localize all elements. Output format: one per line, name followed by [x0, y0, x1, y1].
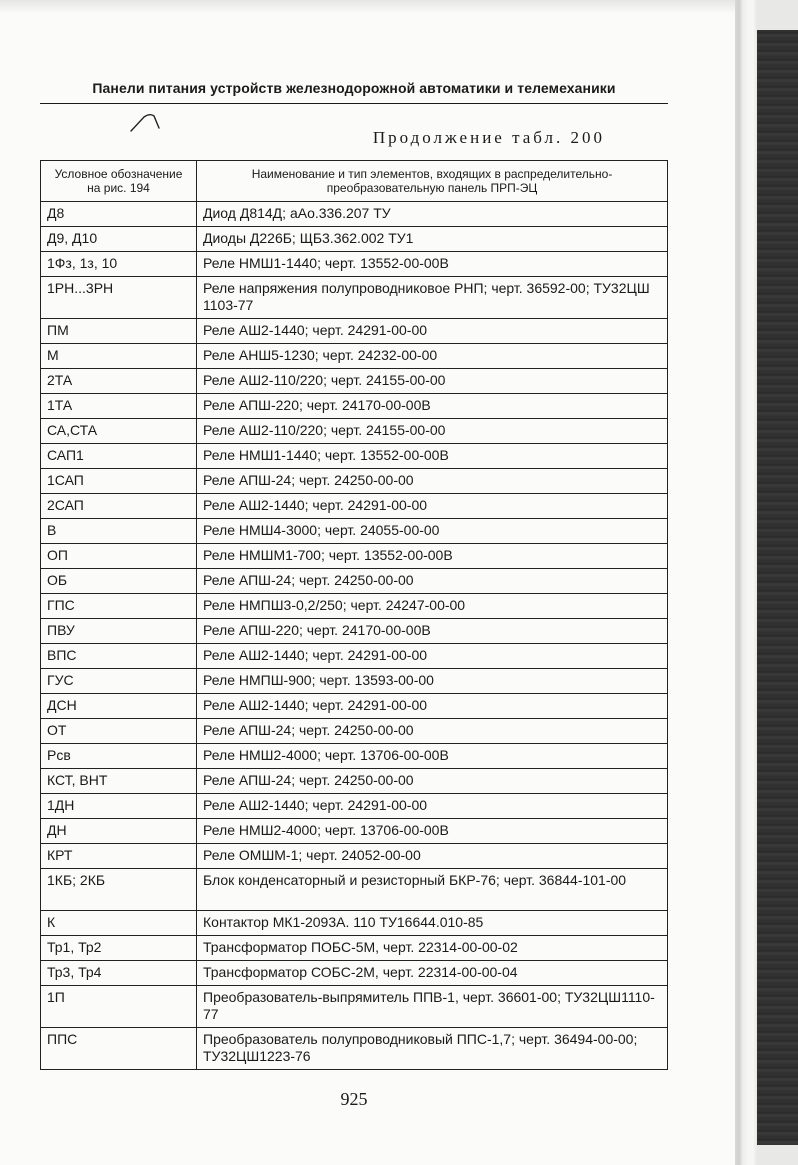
designation-cell: КРТ	[41, 844, 197, 869]
component-description-cell: Реле АПШ-220; черт. 24170-00-00В	[197, 394, 668, 419]
component-description-cell: Реле НМШ4-3000; черт. 24055-00-00	[197, 519, 668, 544]
designation-cell: Рсв	[41, 744, 197, 769]
table-row	[41, 644, 668, 669]
designation-cell: 2САП	[41, 494, 197, 519]
component-description-cell: Реле АШ2-1440; черт. 24291-00-00	[197, 694, 668, 719]
components-table	[40, 160, 668, 1070]
table-row	[41, 1028, 668, 1070]
component-description-cell: Реле АШ2-1440; черт. 24291-00-00	[197, 644, 668, 669]
table-row	[41, 619, 668, 644]
table-row	[41, 544, 668, 569]
designation-cell: Тр1, Тр2	[41, 936, 197, 961]
table-row	[41, 252, 668, 277]
component-description-cell: Реле НМШ1-1440; черт. 13552-00-00В	[197, 252, 668, 277]
designation-cell: ОБ	[41, 569, 197, 594]
table-row	[41, 819, 668, 844]
component-description-cell: Преобразователь-выпрямитель ППВ-1, черт. 36601-00; ТУ32ЦШ1110-77	[197, 986, 668, 1028]
table-row	[41, 869, 668, 911]
component-description-cell: Реле АПШ-24; черт. 24250-00-00	[197, 469, 668, 494]
component-description-cell: Реле АПШ-24; черт. 24250-00-00	[197, 719, 668, 744]
header-rule	[40, 103, 668, 104]
table-row	[41, 794, 668, 819]
table-row	[41, 519, 668, 544]
designation-cell: ГУС	[41, 669, 197, 694]
component-description-cell: Реле АШ2-110/220; черт. 24155-00-00	[197, 419, 668, 444]
designation-cell: ОТ	[41, 719, 197, 744]
table-row	[41, 494, 668, 519]
table-row	[41, 202, 668, 227]
designation-cell: 1КБ; 2КБ	[41, 869, 197, 911]
component-description-cell: Реле АШ2-110/220; черт. 24155-00-00	[197, 369, 668, 394]
component-description-cell: Трансформатор ПОБС-5М, черт. 22314-00-00-02	[197, 936, 668, 961]
component-description-cell: Реле НМШ2-4000; черт. 13706-00-00В	[197, 819, 668, 844]
table-row	[41, 594, 668, 619]
component-description-cell: Диоды Д226Б; ЩБ3.362.002 ТУ1	[197, 227, 668, 252]
table-row	[41, 669, 668, 694]
designation-cell: 1Фз, 1з, 10	[41, 252, 197, 277]
table-row	[41, 911, 668, 936]
table-row	[41, 986, 668, 1028]
table-row	[41, 227, 668, 252]
component-description-cell: Реле НМПШ-900; черт. 13593-00-00	[197, 669, 668, 694]
designation-cell: ДСН	[41, 694, 197, 719]
page-number: 925	[340, 1089, 368, 1109]
table-row	[41, 469, 668, 494]
table-row	[41, 277, 668, 319]
component-description-cell: Контактор МК1-2093А. 110 ТУ16644.010-85	[197, 911, 668, 936]
table-row	[41, 719, 668, 744]
designation-cell: 1РН...3РН	[41, 277, 197, 319]
designation-cell: М	[41, 344, 197, 369]
table-row	[41, 744, 668, 769]
component-description-cell: Реле напряжения полупроводниковое РНП; черт. 36592-00; ТУ32ЦШ 1103-77	[197, 277, 668, 319]
designation-cell: СА,СТА	[41, 419, 197, 444]
table-row	[41, 344, 668, 369]
table-row	[41, 844, 668, 869]
designation-cell: 2ТА	[41, 369, 197, 394]
component-description-cell: Трансформатор СОБС-2М, черт. 22314-00-00-04	[197, 961, 668, 986]
designation-cell: ВПС	[41, 644, 197, 669]
table-row	[41, 319, 668, 344]
column-header-name-type: Наименование и тип элементов, входящих в распределительно-преобразовательную панель ПРП-ЭЦ	[197, 161, 668, 202]
designation-cell: В	[41, 519, 197, 544]
book-spine	[757, 30, 798, 1145]
designation-cell: ППС	[41, 1028, 197, 1070]
designation-cell: ОП	[41, 544, 197, 569]
component-description-cell: Реле АШ2-1440; черт. 24291-00-00	[197, 494, 668, 519]
table-continuation-label: Продолжение табл. 200	[372, 128, 605, 147]
designation-cell: Д9, Д10	[41, 227, 197, 252]
table-row	[41, 369, 668, 394]
designation-cell: К	[41, 911, 197, 936]
component-description-cell: Диод Д814Д; аАо.336.207 ТУ	[197, 202, 668, 227]
component-description-cell: Реле НМШ2-4000; черт. 13706-00-00В	[197, 744, 668, 769]
table-row	[41, 694, 668, 719]
component-description-cell: Преобразователь полупроводниковый ППС-1,7; черт. 36494-00-00; ТУ32ЦШ1223-76	[197, 1028, 668, 1070]
designation-cell: ПВУ	[41, 619, 197, 644]
table-row	[41, 419, 668, 444]
table-row	[41, 936, 668, 961]
component-description-cell: Реле НМШ1-1440; черт. 13552-00-00В	[197, 444, 668, 469]
designation-cell: КСТ, ВНТ	[41, 769, 197, 794]
designation-cell: Д8	[41, 202, 197, 227]
designation-cell: ДН	[41, 819, 197, 844]
table-row	[41, 394, 668, 419]
component-description-cell: Блок конденсаторный и резисторный БКР-76; черт. 36844-101-00	[197, 869, 668, 911]
designation-cell: ПМ	[41, 319, 197, 344]
designation-cell: 1П	[41, 986, 197, 1028]
table-body	[41, 202, 668, 1070]
component-description-cell: Реле НМПШ3-0,2/250; черт. 24247-00-00	[197, 594, 668, 619]
designation-cell: 1САП	[41, 469, 197, 494]
component-description-cell: Реле ОМШМ-1; черт. 24052-00-00	[197, 844, 668, 869]
column-header-designation: Условное обозначение на рис. 194	[41, 161, 197, 202]
running-title: Панели питания устройств железнодорожной автоматики и телемеханики	[92, 80, 616, 96]
table-row	[41, 444, 668, 469]
designation-cell: 1ДН	[41, 794, 197, 819]
handwritten-mark-icon	[128, 112, 172, 134]
designation-cell: ГПС	[41, 594, 197, 619]
table-header-row	[41, 161, 668, 202]
component-description-cell: Реле АПШ-24; черт. 24250-00-00	[197, 569, 668, 594]
scan-top-shadow	[0, 0, 735, 14]
table-row	[41, 769, 668, 794]
table-row	[41, 569, 668, 594]
component-description-cell: Реле АШ2-1440; черт. 24291-00-00	[197, 319, 668, 344]
component-description-cell: Реле АШ2-1440; черт. 24291-00-00	[197, 794, 668, 819]
designation-cell: САП1	[41, 444, 197, 469]
designation-cell: Тр3, Тр4	[41, 961, 197, 986]
component-description-cell: Реле АПШ-24; черт. 24250-00-00	[197, 769, 668, 794]
component-description-cell: Реле АНШ5-1230; черт. 24232-00-00	[197, 344, 668, 369]
table-row	[41, 961, 668, 986]
component-description-cell: Реле НМШМ1-700; черт. 13552-00-00В	[197, 544, 668, 569]
designation-cell: 1ТА	[41, 394, 197, 419]
component-description-cell: Реле АПШ-220; черт. 24170-00-00В	[197, 619, 668, 644]
